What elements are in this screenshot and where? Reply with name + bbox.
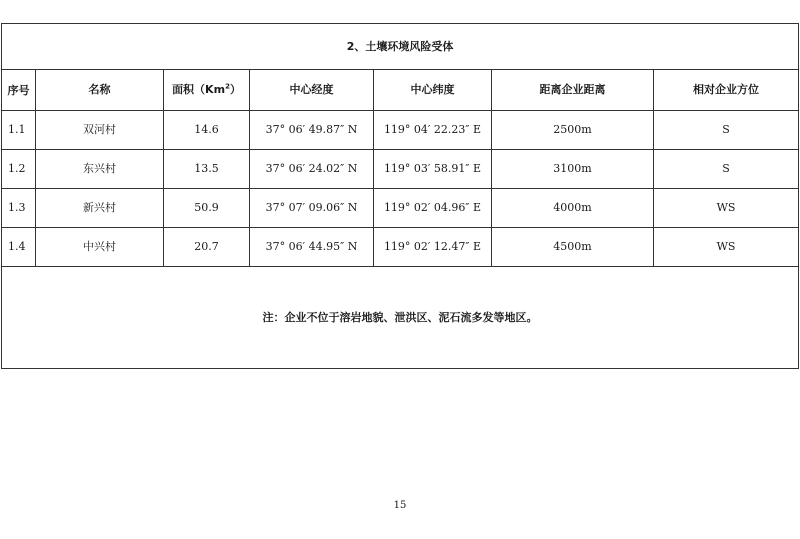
header-latitude: 中心纬度	[374, 70, 492, 111]
cell-area: 50.9	[164, 189, 250, 228]
cell-distance: 4000m	[492, 189, 654, 228]
cell-longitude: 119° 03′ 58.91″ E	[374, 150, 492, 189]
cell-name: 新兴村	[36, 189, 164, 228]
cell-distance: 4500m	[492, 228, 654, 267]
cell-seq: 1.3	[2, 189, 36, 228]
table-row	[2, 228, 799, 267]
header-longitude: 中心经度	[250, 70, 374, 111]
cell-distance: 2500m	[492, 111, 654, 150]
cell-direction: S	[654, 111, 799, 150]
cell-distance: 3100m	[492, 150, 654, 189]
cell-seq: 1.2	[2, 150, 36, 189]
cell-latitude: 37° 06′ 24.02″ N	[250, 150, 374, 189]
risk-receptor-table	[1, 23, 799, 369]
cell-name: 东兴村	[36, 150, 164, 189]
cell-direction: S	[654, 150, 799, 189]
header-seq: 序号	[2, 70, 36, 111]
cell-direction: WS	[654, 189, 799, 228]
header-area-sup: 2	[225, 82, 230, 91]
page-number: 15	[393, 500, 407, 511]
cell-seq: 1.1	[2, 111, 36, 150]
table-row	[2, 111, 799, 150]
header-name: 名称	[36, 70, 164, 111]
cell-name: 中兴村	[36, 228, 164, 267]
table-row	[2, 150, 799, 189]
table-header-row	[2, 70, 799, 111]
risk-receptor-table-container	[1, 23, 798, 369]
cell-name: 双河村	[36, 111, 164, 150]
section-title: 2、土壤环境风险受体	[2, 24, 799, 70]
header-area-suffix: ）	[229, 83, 241, 96]
table-title-row	[2, 24, 799, 70]
header-distance: 距离企业距离	[492, 70, 654, 111]
cell-latitude: 37° 07′ 09.06″ N	[250, 189, 374, 228]
header-direction: 相对企业方位	[654, 70, 799, 111]
cell-latitude: 37° 06′ 44.95″ N	[250, 228, 374, 267]
cell-direction: WS	[654, 228, 799, 267]
table-row	[2, 189, 799, 228]
table-note: 注：企业不位于溶岩地貌、泄洪区、泥石流多发等地区。	[2, 267, 799, 369]
cell-area: 13.5	[164, 150, 250, 189]
cell-area: 20.7	[164, 228, 250, 267]
cell-area: 14.6	[164, 111, 250, 150]
cell-longitude: 119° 02′ 12.47″ E	[374, 228, 492, 267]
cell-latitude: 37° 06′ 49.87″ N	[250, 111, 374, 150]
cell-longitude: 119° 04′ 22.23″ E	[374, 111, 492, 150]
header-area	[164, 70, 250, 111]
cell-seq: 1.4	[2, 228, 36, 267]
table-note-row	[2, 267, 799, 369]
header-area-prefix: 面积（Km	[172, 83, 226, 96]
cell-longitude: 119° 02′ 04.96″ E	[374, 189, 492, 228]
